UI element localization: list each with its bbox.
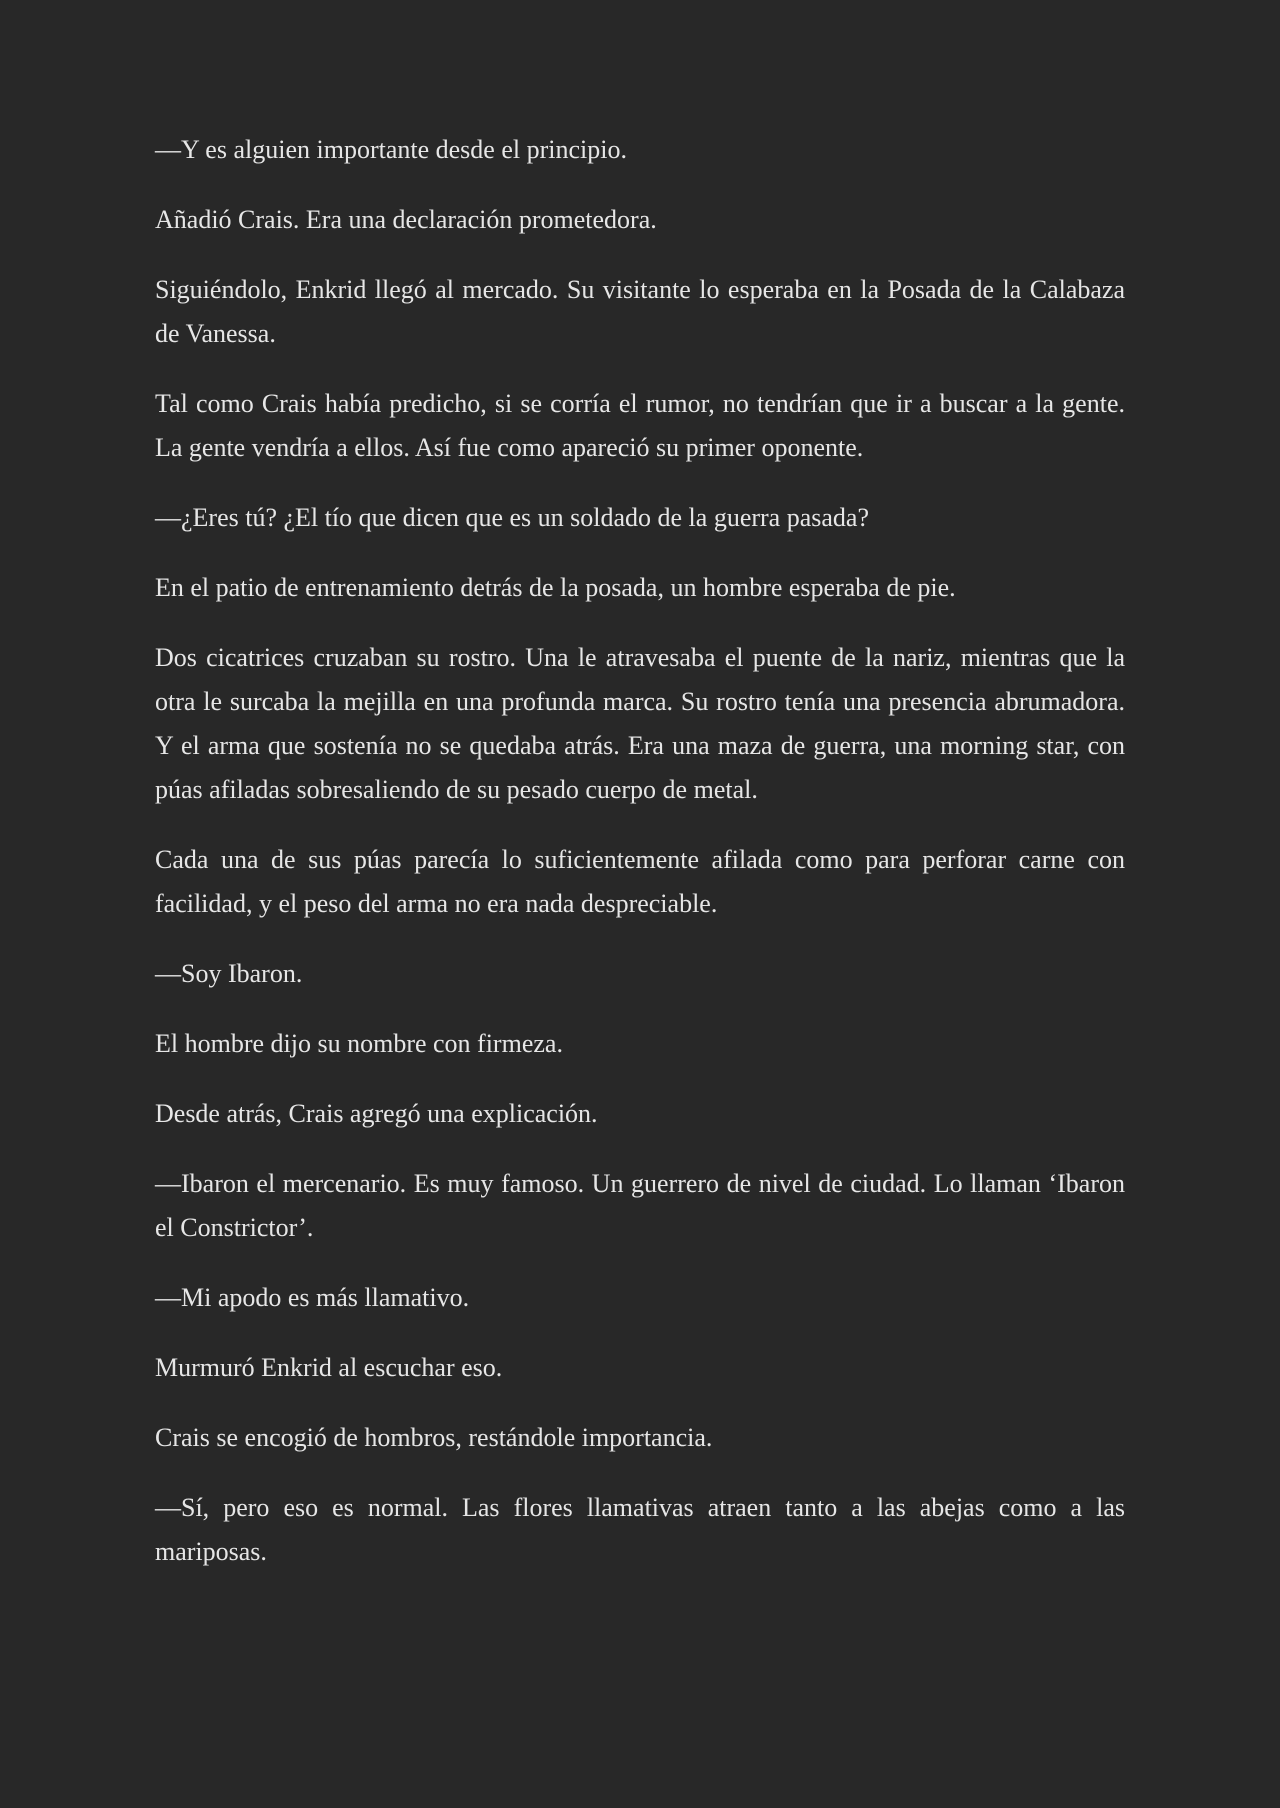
paragraph: —Soy Ibaron. (155, 959, 303, 988)
paragraph: Desde atrás, Crais agregó una explicación. (155, 1099, 598, 1128)
paragraph: —Ibaron el mercenario. Es muy famoso. Un guerrero de nivel de ciudad. Lo llaman ‘Ibaron el Constrictor’. (155, 1169, 1125, 1242)
paragraph: El hombre dijo su nombre con firmeza. (155, 1029, 563, 1058)
paragraph: Tal como Crais había predicho, si se corría el rumor, no tendrían que ir a buscar a la gente. La gente vendría a ellos. Así fue como apareció su primer oponente. (155, 389, 1125, 462)
paragraph: Crais se encogió de hombros, restándole importancia. (155, 1423, 713, 1452)
paragraph: Siguiéndolo, Enkrid llegó al mercado. Su visitante lo esperaba en la Posada de la Calabaza de Vanessa. (155, 275, 1125, 348)
paragraph: En el patio de entrenamiento detrás de la posada, un hombre esperaba de pie. (155, 573, 956, 602)
reader-page (155, 135, 1125, 1600)
paragraph: Cada una de sus púas parecía lo suficientemente afilada como para perforar carne con facilidad, y el peso del arma no era nada despreciable. (155, 845, 1125, 918)
paragraph: Añadió Crais. Era una declaración prometedora. (155, 205, 657, 234)
paragraph: —¿Eres tú? ¿El tío que dicen que es un soldado de la guerra pasada? (155, 503, 869, 532)
paragraph: Dos cicatrices cruzaban su rostro. Una le atravesaba el puente de la nariz, mientras que la otra le surcaba la mejilla en una profunda marca. Su rostro tenía una presencia abrumadora. Y el arma que sostenía no se quedaba atrás. Era una maza de guerra, una morning star, con púas afiladas sobresaliendo de su pesado cuerpo de metal. (155, 643, 1125, 804)
paragraph: —Sí, pero eso es normal. Las flores llamativas atraen tanto a las abejas como a las mariposas. (155, 1493, 1125, 1566)
paragraph: Murmuró Enkrid al escuchar eso. (155, 1353, 503, 1382)
paragraph: —Y es alguien importante desde el principio. (155, 135, 627, 164)
paragraph: —Mi apodo es más llamativo. (155, 1283, 470, 1312)
